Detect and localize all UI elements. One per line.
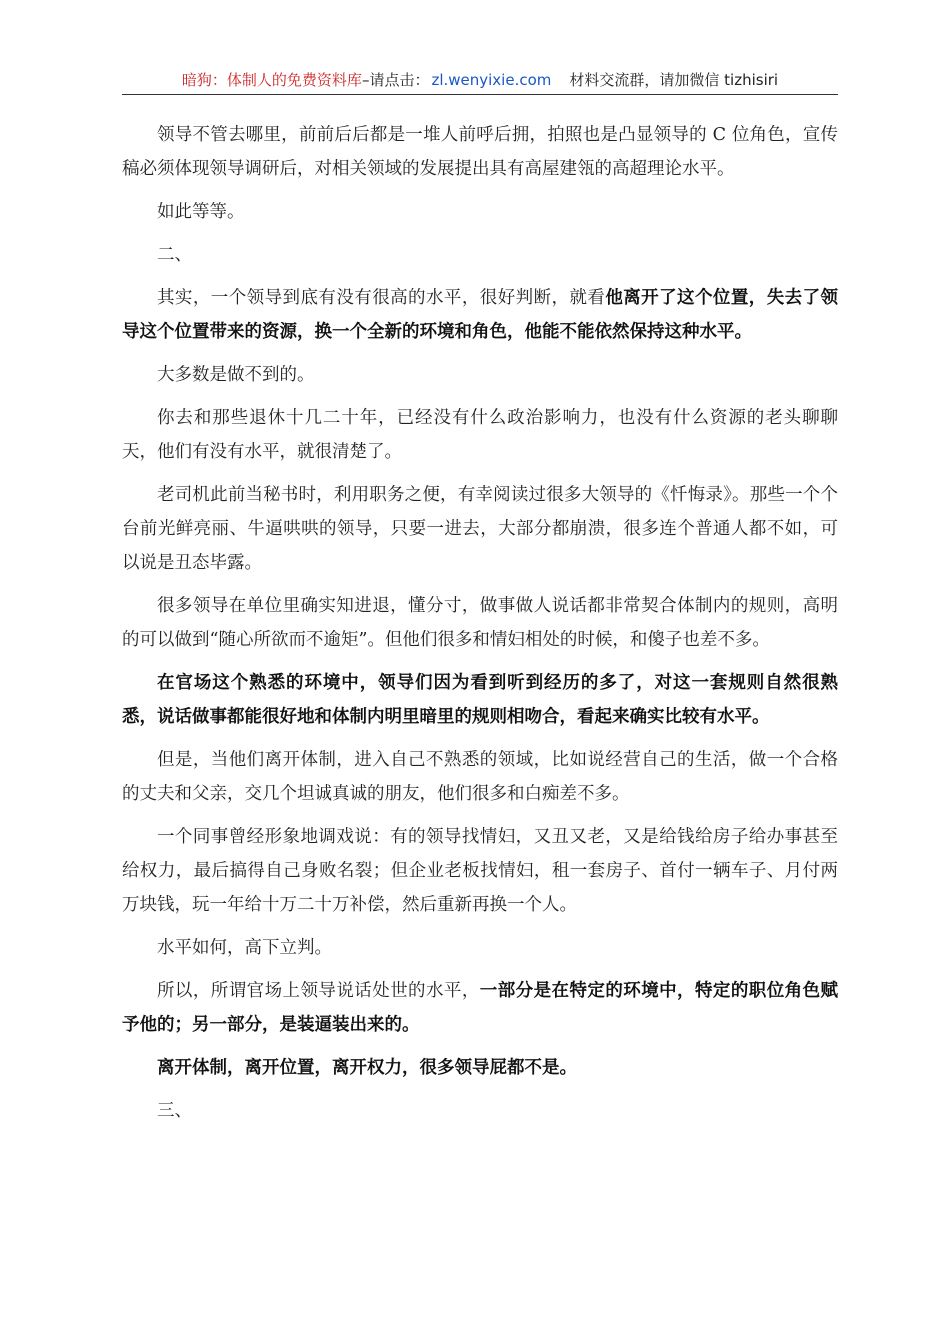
text-run: 领导不管去哪里，前前后后都是一堆人前呼后拥，拍照也是凸显领导的 C 位角色，宣传稿必须体现领导调研后，对相关领域的发展提出具有高屋建瓴的高超理论水平。	[122, 125, 838, 179]
text-run: 其实，一个领导到底有没有很高的水平，很好判断，就看	[157, 288, 606, 308]
text-run: 三、	[157, 1101, 192, 1121]
text-run: 水平如何，高下立判。	[157, 938, 332, 958]
text-run: 很多领导在单位里确实知进退，懂分寸，做事做人说话都非常契合体制内的规则，高明的可以做到“随心所欲而不逾矩”。但他们很多和情妇相处的时候，和傻子也差不多。	[122, 596, 838, 650]
text-run: 但是，当他们离开体制，进入自己不熟悉的领域，比如说经营自己的生活，做一个合格的丈夫和父亲，交几个坦诚真诚的朋友，他们很多和白痴差不多。	[122, 750, 838, 804]
text-run: 所以，所谓官场上领导说话处世的水平，	[157, 981, 480, 1001]
header-brand: 暗狗：体制人的免费资料库	[181, 71, 362, 89]
paragraph	[122, 743, 838, 811]
paragraph	[122, 931, 838, 965]
article-body	[122, 118, 838, 1137]
header-link[interactable]: zl.wenyixie.com	[431, 71, 552, 89]
text-run: 二、	[157, 245, 192, 265]
bold-text-run: 他离开了这个位置，失去了领导这个位置带来的资源，换一个全新的环境和角色，他能不能依然保持这种水平。	[122, 288, 839, 342]
paragraph	[122, 478, 838, 580]
header-link-prefix: –请点击：	[361, 71, 430, 89]
text-run: 大多数是做不到的。	[157, 365, 315, 385]
paragraph	[122, 358, 838, 392]
text-run: 一个同事曾经形象地调戏说：有的领导找情妇，又丑又老，又是给钱给房子给办事甚至给权力，最后搞得自己身败名裂；但企业老板找情妇，租一套房子、首付一辆车子、月付两万块钱，玩一年给十万二十万补偿，然后重新再换一个人。	[122, 827, 838, 915]
paragraph	[122, 401, 838, 469]
paragraph	[122, 666, 838, 734]
paragraph	[122, 1051, 838, 1085]
paragraph	[122, 974, 838, 1042]
paragraph	[122, 820, 838, 922]
bold-text-run: 在官场这个熟悉的环境中，领导们因为看到听到经历的多了，对这一套规则自然很熟悉，说话做事都能很好地和体制内明里暗里的规则相吻合，看起来确实比较有水平。	[122, 673, 838, 727]
paragraph	[122, 589, 838, 657]
section-heading	[122, 238, 838, 272]
text-run: 你去和那些退休十几二十年，已经没有什么政治影响力，也没有什么资源的老头聊聊天，他们有没有水平，就很清楚了。	[122, 408, 838, 462]
page-header	[122, 68, 838, 95]
paragraph	[122, 195, 838, 229]
bold-text-run: 离开体制，离开位置，离开权力，很多领导屁都不是。	[157, 1058, 577, 1078]
text-run: 如此等等。	[157, 202, 245, 222]
paragraph	[122, 118, 838, 186]
header-wechat: 材料交流群，请加微信 tizhisiri	[569, 71, 779, 89]
section-heading	[122, 1094, 838, 1128]
paragraph	[122, 281, 838, 349]
text-run: 老司机此前当秘书时，利用职务之便，有幸阅读过很多大领导的《忏悔录》。那些一个个台前光鲜亮丽、牛逼哄哄的领导，只要一进去，大部分都崩溃，很多连个普通人都不如，可以说是丑态毕露。	[122, 485, 838, 573]
bold-text-run: 一部分是在特定的环境中，特定的职位角色赋予他的；另一部分，是装逼装出来的。	[122, 981, 839, 1035]
